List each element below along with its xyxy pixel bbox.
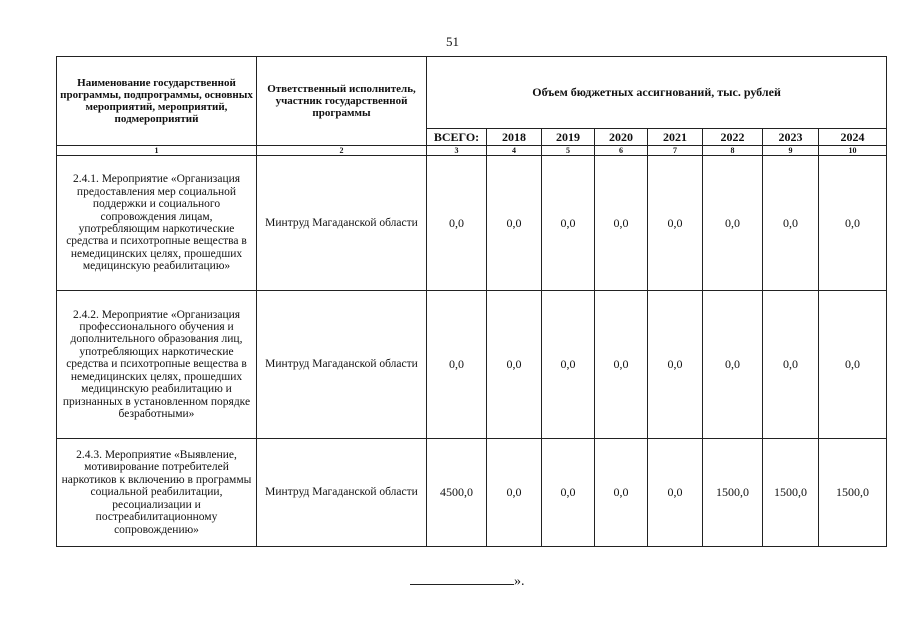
value-total: 0,0 [427, 156, 487, 291]
column-number: 8 [703, 146, 763, 156]
table-row [57, 291, 887, 439]
value-2023: 1500,0 [763, 439, 819, 547]
executor-name: Минтруд Магаданской области [257, 439, 427, 547]
column-number: 9 [763, 146, 819, 156]
activity-description: 2.4.2. Мероприятие «Организация профессионального обучения и дополнительного образования лиц, употребляющих наркотические средства и психотропные вещества в немедицинских целях, прошедших медицинскую реабилитацию и признанных в установленном порядке безработными» [57, 291, 257, 439]
value-2023: 0,0 [763, 291, 819, 439]
header-year-total: ВСЕГО: [427, 129, 487, 146]
value-2019: 0,0 [542, 291, 595, 439]
signature-line [410, 572, 514, 585]
table-row [57, 156, 887, 291]
column-number: 2 [257, 146, 427, 156]
column-number: 6 [595, 146, 648, 156]
column-number: 4 [487, 146, 542, 156]
header-year-2021: 2021 [648, 129, 703, 146]
value-2021: 0,0 [648, 439, 703, 547]
value-2022: 0,0 [703, 291, 763, 439]
column-number: 5 [542, 146, 595, 156]
value-2019: 0,0 [542, 439, 595, 547]
column-number: 7 [648, 146, 703, 156]
header-year-2024: 2024 [819, 129, 887, 146]
value-2020: 0,0 [595, 156, 648, 291]
closing-mark [410, 572, 525, 590]
value-2021: 0,0 [648, 291, 703, 439]
value-2018: 0,0 [487, 291, 542, 439]
header-program-name: Наименование государственной программы, подпрограммы, основных мероприятий, мероприятий, подмероприятий [57, 57, 257, 146]
header-year-2018: 2018 [487, 129, 542, 146]
header-year-2019: 2019 [542, 129, 595, 146]
value-2022: 1500,0 [703, 439, 763, 547]
value-total: 0,0 [427, 291, 487, 439]
page-number: 51 [446, 34, 459, 49]
budget-table [56, 56, 887, 547]
value-2022: 0,0 [703, 156, 763, 291]
column-number: 3 [427, 146, 487, 156]
value-total: 4500,0 [427, 439, 487, 547]
table-row [57, 439, 887, 547]
column-number-row [57, 146, 887, 156]
value-2018: 0,0 [487, 439, 542, 547]
header-year-2020: 2020 [595, 129, 648, 146]
column-number: 1 [57, 146, 257, 156]
value-2019: 0,0 [542, 156, 595, 291]
executor-name: Минтруд Магаданской области [257, 291, 427, 439]
header-budget-title: Объем бюджетных ассигнований, тыс. рублей [427, 57, 887, 129]
value-2024: 0,0 [819, 156, 887, 291]
value-2018: 0,0 [487, 156, 542, 291]
activity-description: 2.4.3. Мероприятие «Выявление, мотивирование потребителей наркотиков к включению в программы социальной реабилитации, ресоциализации и постреабилитационному сопровождению» [57, 439, 257, 547]
value-2024: 0,0 [819, 291, 887, 439]
value-2023: 0,0 [763, 156, 819, 291]
value-2024: 1500,0 [819, 439, 887, 547]
value-2020: 0,0 [595, 439, 648, 547]
column-number: 10 [819, 146, 887, 156]
header-year-2022: 2022 [703, 129, 763, 146]
header-year-2023: 2023 [763, 129, 819, 146]
header-executor: Ответственный исполнитель, участник государственной программы [257, 57, 427, 146]
activity-description: 2.4.1. Мероприятие «Организация предоставления мер социальной поддержки и социального сопровождения лицам, употребляющим наркотические средства и психотропные вещества в немедицинских целях, прошедших медицинскую реабилитацию» [57, 156, 257, 291]
executor-name: Минтруд Магаданской области [257, 156, 427, 291]
table-header-row [57, 57, 887, 129]
value-2020: 0,0 [595, 291, 648, 439]
value-2021: 0,0 [648, 156, 703, 291]
closing-quote: ». [514, 574, 525, 589]
